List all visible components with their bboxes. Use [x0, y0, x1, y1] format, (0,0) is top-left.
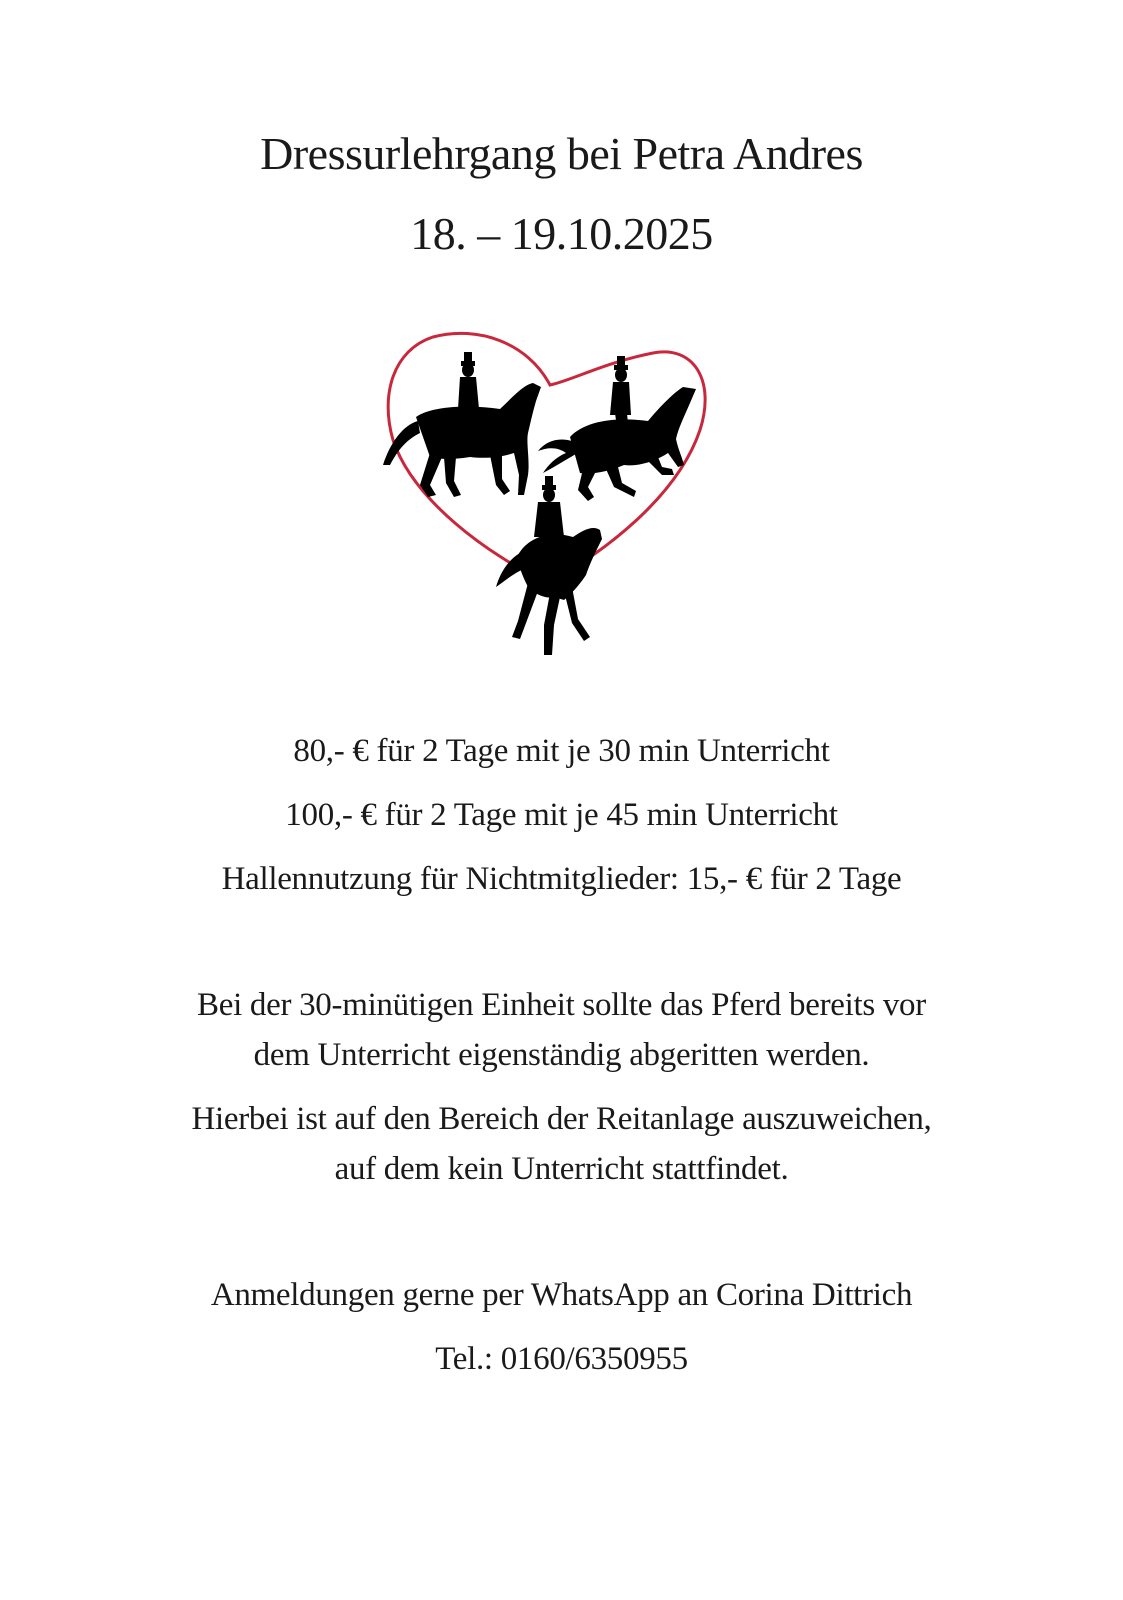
note-line: dem Unterricht eigenständig abgeritten werden. — [253, 1037, 870, 1073]
price-line: 100,- € für 2 Tage mit je 45 min Unterricht — [285, 797, 838, 833]
event-date: 18. – 19.10.2025 — [410, 208, 713, 259]
phone-number: Tel.: 0160/6350955 — [435, 1341, 688, 1377]
registration-text: Anmeldungen gerne per WhatsApp an Corina Dittrich — [210, 1277, 913, 1313]
page-title: Dressurlehrgang bei Petra Andres — [260, 128, 863, 179]
note-line: Hierbei ist auf den Bereich der Reitanlage auszuweichen, — [191, 1101, 932, 1137]
note-line: Bei der 30-minütigen Einheit sollte das Pferd bereits vor — [197, 987, 926, 1023]
note-line: auf dem kein Unterricht stattfindet. — [334, 1151, 789, 1187]
price-line: Hallennutzung für Nichtmitglieder: 15,- € für 2 Tage — [221, 861, 902, 897]
horse-rider-bottom — [496, 476, 602, 655]
heart-with-dressage-riders-icon — [378, 325, 723, 670]
horse-rider-left — [383, 352, 541, 497]
price-line: 80,- € für 2 Tage mit je 30 min Unterricht — [293, 733, 830, 769]
